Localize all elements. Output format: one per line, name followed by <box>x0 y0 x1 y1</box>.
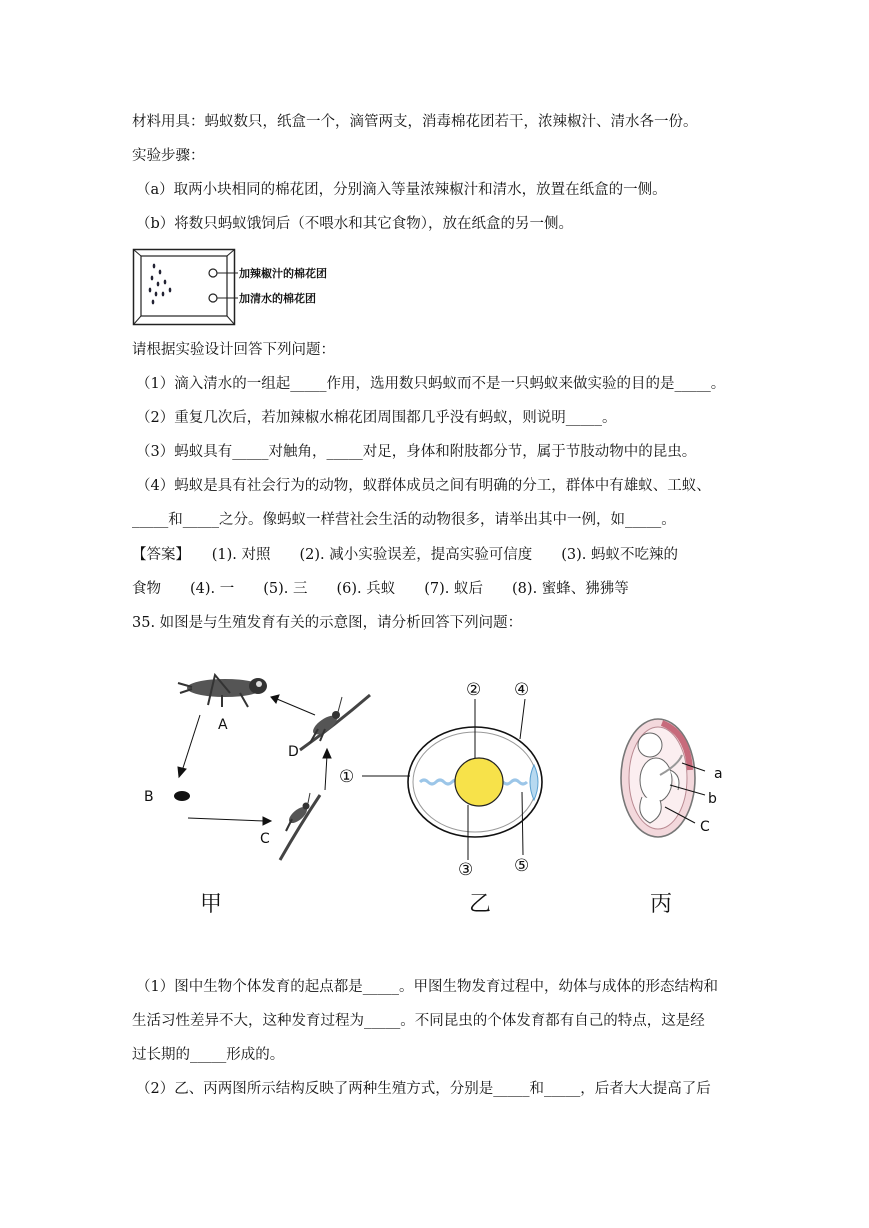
label-a: a <box>714 766 723 782</box>
step-a: （a）取两小块相同的棉花团，分别滴入等量浓辣椒汁和清水，放置在纸盒的一侧。 <box>136 182 667 198</box>
label-5: ⑤ <box>514 856 530 876</box>
water-label: 加清水的棉花团 <box>239 292 316 305</box>
label-D: D <box>288 744 299 760</box>
p1-line-2: 生活习性差异不大，这种发育过程为_____。不同昆虫的个体发育都有自己的特点，这是经 <box>132 1013 705 1029</box>
ant-box-diagram <box>132 248 372 328</box>
nymph-c-icon <box>280 793 320 860</box>
q4-line-1: （4）蚂蚁是具有社会行为的动物，蚁群体成员之间有明确的分工，群体中有雄蚁、工蚁、 <box>136 478 711 494</box>
materials-line: 材料用具：蚂蚁数只，纸盒一个，滴管两支，消毒棉花团若干，浓辣椒汁、清水各一份。 <box>132 114 698 130</box>
q4-line-2: _____和_____之分。像蚂蚁一样营社会生活的动物很多，请举出其中一例，如_____。 <box>132 512 676 528</box>
pepper-label: 加辣椒汁的棉花团 <box>239 267 327 280</box>
label-4: ④ <box>514 680 530 700</box>
label-B: B <box>144 789 154 805</box>
nymph-d-icon <box>300 695 370 750</box>
figure-bing <box>621 719 723 917</box>
pepper-cotton-icon <box>209 269 217 277</box>
q1-line: （1）滴入清水的一组起_____作用，选用数只蚂蚁而不是一只蚂蚁来做实验的目的是_____。 <box>136 376 726 392</box>
step-b: （b）将数只蚂蚁饿饲后（不喂水和其它食物），放在纸盒的另一侧。 <box>136 216 574 232</box>
adult-grasshopper-icon <box>178 675 267 707</box>
q2-line: （2）重复几次后，若加辣椒水棉花团周围都几乎没有蚂蚁，则说明_____。 <box>136 410 617 426</box>
caption-jia: 甲 <box>200 892 223 917</box>
yolk <box>455 758 503 806</box>
p1-line-3: 过长期的_____形成的。 <box>132 1047 285 1063</box>
figure-yi <box>339 680 542 917</box>
steps-title: 实验步骤： <box>132 148 205 164</box>
answer-line-1: 【答案】 (1). 对照 (2). 减小实验误差，提高实验可信度 (3). 蚂蚁不吃辣的 <box>132 547 679 563</box>
label-1: ① <box>339 767 355 787</box>
label-c: C <box>700 819 710 835</box>
label-3: ③ <box>458 860 474 880</box>
egg-b-icon <box>174 791 190 801</box>
reproduction-figure <box>130 655 740 930</box>
caption-bing: 丙 <box>650 892 673 917</box>
label-A: A <box>218 717 228 733</box>
ant-dots <box>149 264 172 305</box>
p2-line-1: （2）乙、丙两图所示结构反映了两种生殖方式，分别是_____和_____，后者大大提高了后 <box>136 1081 711 1097</box>
ask-line: 请根据实验设计回答下列问题： <box>132 342 335 358</box>
p1-line-1: （1）图中生物个体发育的起点都是_____。甲图生物发育过程中，幼体与成体的形态结构和 <box>136 979 718 995</box>
answer-line-2: 食物 (4). 一 (5). 三 (6). 兵蚁 (7). 蚁后 (8). 蜜蜂、狒狒等 <box>132 581 629 597</box>
label-2: ② <box>466 680 482 700</box>
water-cotton-icon <box>209 294 217 302</box>
label-C: C <box>260 831 270 847</box>
q3-line: （3）蚂蚁具有_____对触角，_____对足，身体和附肢都分节，属于节肢动物中的昆虫。 <box>136 444 697 460</box>
figure-jia <box>144 675 370 917</box>
caption-yi: 乙 <box>469 892 492 917</box>
question-35: 35. 如图是与生殖发育有关的示意图，请分析回答下列问题： <box>132 615 523 631</box>
label-b: b <box>708 791 717 807</box>
